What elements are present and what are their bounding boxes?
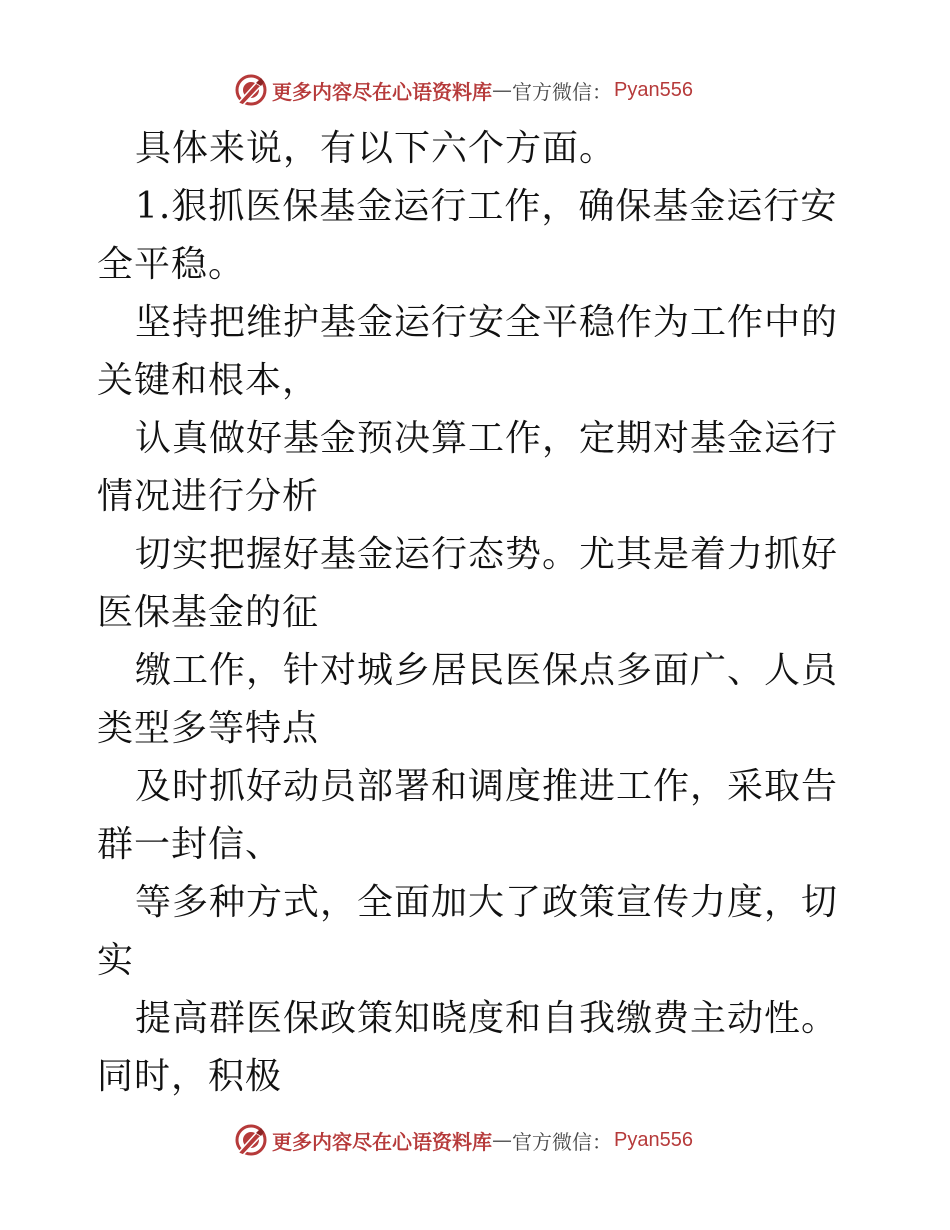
header-banner <box>234 70 754 110</box>
banner-site-text: 更多内容尽在心语资料库 <box>272 1129 492 1154</box>
paragraph: 具体来说，有以下六个方面。 <box>135 128 617 169</box>
pen-circle-logo-icon <box>234 73 268 107</box>
banner-wechat-id: Pyan556 <box>614 78 693 101</box>
paragraph: 坚持把维护基金运行安全平稳作为工作中的关键和根本， <box>97 302 839 401</box>
paragraph: 1.狠抓医保基金运行工作，确保基金运行安全平稳。 <box>97 186 838 285</box>
paragraph: 及时抓好动员部署和调度推进工作，采取告群一封信、 <box>97 766 839 865</box>
banner-site-text: 更多内容尽在心语资料库 <box>272 79 492 104</box>
document-body <box>97 120 857 1106</box>
footer-banner <box>234 1120 754 1160</box>
paragraph: 缴工作，针对城乡居民医保点多面广、人员类型多等特点 <box>97 650 839 749</box>
paragraph: 切实把握好基金运行态势。尤其是着力抓好医保基金的征 <box>97 534 839 633</box>
paragraph: 提高群医保政策知晓度和自我缴费主动性。同时，积极 <box>97 998 839 1097</box>
banner-wechat-id: Pyan556 <box>614 1128 693 1151</box>
paragraph: 认真做好基金预决算工作，定期对基金运行情况进行分析 <box>97 418 839 517</box>
paragraph: 等多种方式，全面加大了政策宣传力度，切实 <box>97 882 839 981</box>
banner-separator: — <box>492 78 512 102</box>
banner-wechat-label: 官方微信： <box>512 1129 612 1154</box>
banner-separator: — <box>492 1128 512 1152</box>
pen-circle-logo-icon <box>234 1123 268 1157</box>
banner-wechat-label: 官方微信： <box>512 79 612 104</box>
